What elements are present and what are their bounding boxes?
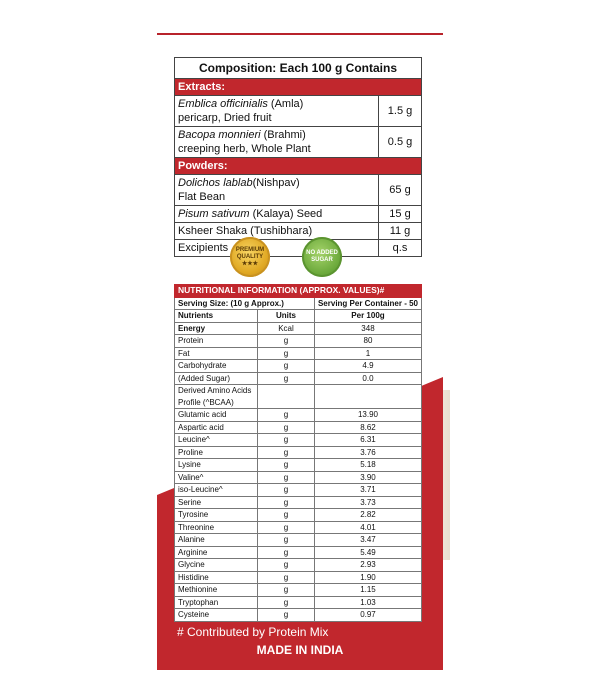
nutrient-unit: g [257, 360, 314, 373]
nutrition-row [175, 459, 422, 472]
nutrient-value: 348 [314, 322, 421, 335]
nutrition-row [175, 385, 422, 409]
serving-size: Serving Size: (10 g Approx.) [175, 297, 315, 310]
nutrient-name: Tyrosine [175, 509, 258, 522]
nutrient-name: Valine^ [175, 471, 258, 484]
nutrient-name: Cysteine [175, 609, 258, 622]
nutrient-unit: g [257, 421, 314, 434]
nutrient-name: Serine [175, 496, 258, 509]
nutrition-row [175, 559, 422, 572]
ingredient-quantity: 11 g [379, 223, 422, 240]
nutrient-unit: g [257, 509, 314, 522]
ingredient-quantity: 0.5 g [379, 127, 422, 158]
nutrient-name: Proline [175, 446, 258, 459]
nutrient-value: 3.47 [314, 534, 421, 547]
nutrient-name: Arginine [175, 546, 258, 559]
nutrient-name: Energy [175, 322, 258, 335]
nutrient-name: Glycine [175, 559, 258, 572]
ingredient-botanical-name: Emblica officinialis [178, 98, 268, 110]
nutrient-unit: g [257, 434, 314, 447]
composition-row [175, 206, 422, 223]
no-added-sugar-badge [302, 237, 342, 277]
header-nutrients: Nutrients [175, 310, 258, 323]
header-per100g: Per 100g [314, 310, 421, 323]
nutrient-unit: g [257, 534, 314, 547]
premium-line2: QUALITY [236, 253, 264, 260]
nutrition-row [175, 322, 422, 335]
nutrient-name: Leucine^ [175, 434, 258, 447]
nutrient-value: 3.71 [314, 484, 421, 497]
nutrient-value: 1.90 [314, 571, 421, 584]
nutrient-value: 5.49 [314, 546, 421, 559]
nutrient-value: 3.90 [314, 471, 421, 484]
ingredient-common-name: (Brahmi) [260, 129, 306, 141]
nutrient-name: Threonine [175, 521, 258, 534]
top-red-rule [157, 33, 443, 35]
nutrient-value: 3.73 [314, 496, 421, 509]
nutrition-row [175, 609, 422, 622]
ingredient-name [175, 175, 379, 206]
protein-mix-footnote: # Contributed by Protein Mix [177, 625, 329, 639]
nutrient-unit: g [257, 372, 314, 385]
nutrient-name: Derived Amino Acids Profile (^BCAA) [175, 385, 258, 409]
nutrition-table [174, 284, 422, 622]
ingredient-botanical-name: Dolichos lablab [178, 177, 253, 189]
nutrient-unit: g [257, 496, 314, 509]
nutrient-value: 3.76 [314, 446, 421, 459]
premium-quality-badge [230, 237, 270, 277]
nutrient-unit: Kcal [257, 322, 314, 335]
nutrition-row [175, 335, 422, 348]
nutrient-unit: g [257, 347, 314, 360]
nutrient-unit: g [257, 571, 314, 584]
nutrient-unit: g [257, 521, 314, 534]
nutrition-row [175, 347, 422, 360]
sugar-line2: SUGAR [311, 257, 333, 263]
nutrient-unit: g [257, 446, 314, 459]
nutrition-row [175, 372, 422, 385]
nutrient-unit: g [257, 609, 314, 622]
nutrition-row [175, 421, 422, 434]
nutrient-name: Carbohydrate [175, 360, 258, 373]
ingredient-botanical-name: Pisum sativum [178, 208, 250, 220]
ingredient-name [175, 96, 379, 127]
ingredient-botanical-name: Bacopa monnieri [178, 129, 261, 141]
powders-label: Powders: [175, 158, 422, 175]
nutrition-row [175, 534, 422, 547]
nutrient-unit: g [257, 559, 314, 572]
nutrient-value [314, 385, 421, 409]
nutrient-unit [257, 385, 314, 409]
nutrient-value: 2.93 [314, 559, 421, 572]
ingredient-name [175, 206, 379, 223]
nutrient-value: 6.31 [314, 434, 421, 447]
nutrient-value: 1 [314, 347, 421, 360]
nutrient-name: Protein [175, 335, 258, 348]
nutrient-unit: g [257, 335, 314, 348]
nutrient-unit: g [257, 484, 314, 497]
product-label-panel [157, 0, 443, 670]
nutrient-value: 5.18 [314, 459, 421, 472]
nutrition-row [175, 571, 422, 584]
nutrient-value: 2.82 [314, 509, 421, 522]
nutrient-unit: g [257, 459, 314, 472]
composition-row [175, 240, 422, 257]
composition-row [175, 96, 422, 127]
nutrition-row [175, 546, 422, 559]
ingredient-common-name: (Amla) [267, 98, 304, 110]
nutrient-name: Histidine [175, 571, 258, 584]
nutrition-row [175, 496, 422, 509]
composition-table [174, 57, 422, 257]
nutrient-value: 0.97 [314, 609, 421, 622]
nutrient-name: Aspartic acid [175, 421, 258, 434]
nutrition-row [175, 521, 422, 534]
ingredient-part: Flat Bean [178, 191, 226, 203]
nutrition-row [175, 409, 422, 422]
nutrition-row [175, 471, 422, 484]
nutrient-unit: g [257, 596, 314, 609]
nutrition-row [175, 446, 422, 459]
premium-line1: PREMIUM [235, 246, 265, 253]
nutrient-unit: g [257, 584, 314, 597]
nutrient-unit: g [257, 471, 314, 484]
nutrition-row [175, 584, 422, 597]
nutrient-value: 4.9 [314, 360, 421, 373]
ingredient-common-name: (Kalaya) Seed [249, 208, 323, 220]
extracts-label: Extracts: [175, 79, 422, 96]
premium-stars: ★★★ [241, 260, 259, 267]
header-units: Units [257, 310, 314, 323]
nutrient-value: 80 [314, 335, 421, 348]
ingredient-quantity: 15 g [379, 206, 422, 223]
nutrition-row [175, 596, 422, 609]
nutrition-row [175, 434, 422, 447]
ingredient-name [175, 223, 379, 240]
nutrient-value: 4.01 [314, 521, 421, 534]
ingredient-part: creeping herb, Whole Plant [178, 143, 311, 155]
nutrient-value: 1.15 [314, 584, 421, 597]
nutrition-title: NUTRITIONAL INFORMATION (APPROX. VALUES)# [175, 285, 422, 298]
ingredient-name [175, 240, 379, 257]
ingredient-name [175, 127, 379, 158]
ingredient-common-name: Ksheer Shaka (Tushibhara) [178, 225, 313, 237]
nutrient-value: 0.0 [314, 372, 421, 385]
nutrition-row [175, 484, 422, 497]
made-in-india: MADE IN INDIA [256, 643, 344, 657]
nutrition-row [175, 509, 422, 522]
nutrient-value: 1.03 [314, 596, 421, 609]
nutrient-name: (Added Sugar) [175, 372, 258, 385]
nutrient-unit: g [257, 409, 314, 422]
nutrient-name: Lysine [175, 459, 258, 472]
nutrient-name: iso-Leucine^ [175, 484, 258, 497]
nutrient-name: Methionine [175, 584, 258, 597]
nutrient-unit: g [257, 546, 314, 559]
nutrient-name: Glutamic acid [175, 409, 258, 422]
ingredient-common-name: (Nishpav) [252, 177, 300, 189]
nutrient-value: 13.90 [314, 409, 421, 422]
nutrient-value: 8.62 [314, 421, 421, 434]
ingredient-part: pericarp, Dried fruit [178, 112, 272, 124]
nutrient-name: Alanine [175, 534, 258, 547]
nutrition-row [175, 360, 422, 373]
composition-row [175, 223, 422, 240]
ingredient-quantity: q.s [379, 240, 422, 257]
serving-per-container: Serving Per Container - 50 [314, 297, 421, 310]
ingredient-quantity: 65 g [379, 175, 422, 206]
sugar-line1: NO ADDED [306, 250, 338, 256]
ingredient-quantity: 1.5 g [379, 96, 422, 127]
nutrient-name: Fat [175, 347, 258, 360]
nutrient-name: Tryptophan [175, 596, 258, 609]
composition-row [175, 175, 422, 206]
composition-row [175, 127, 422, 158]
composition-title: Composition: Each 100 g Contains [175, 58, 422, 79]
ingredient-common-name: Excipients [178, 242, 229, 254]
